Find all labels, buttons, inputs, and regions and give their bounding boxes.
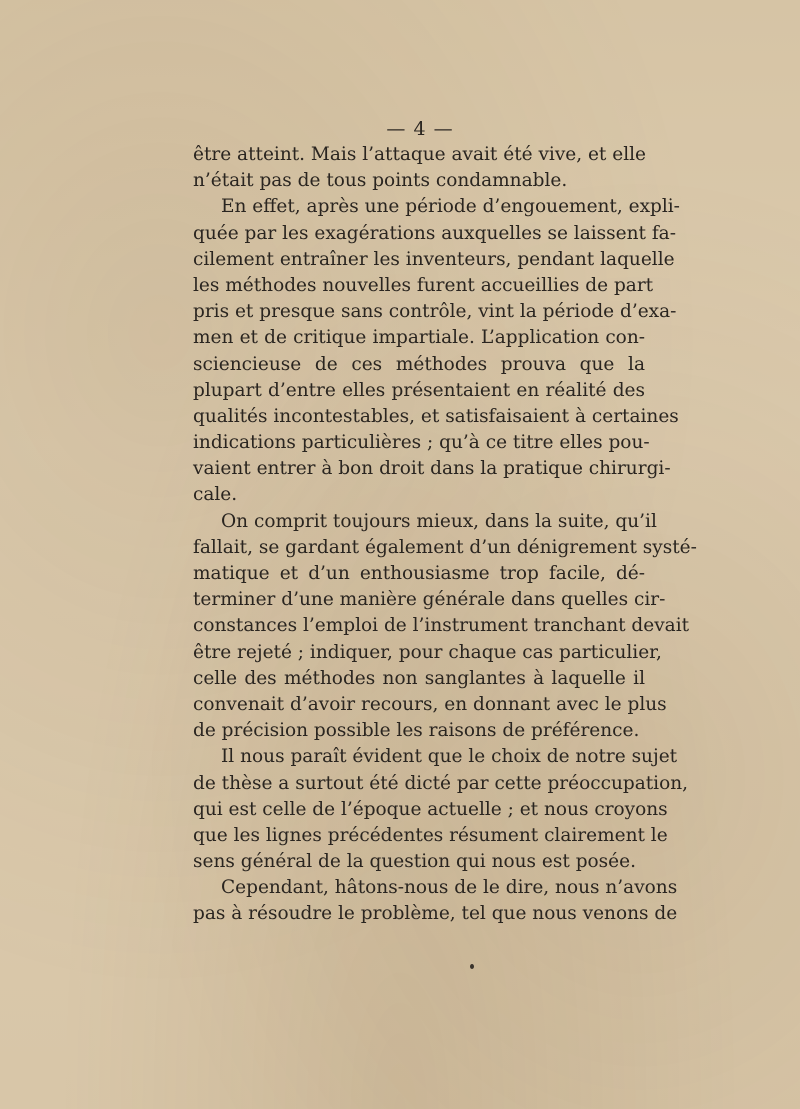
text-line: convenait d’avoir recours, en donnant avec le plus [193,693,667,715]
text-line: cale. [193,484,238,506]
text-line: men et de critique impartiale. L’application con- [193,327,645,349]
text-line: les méthodes nouvelles furent accueillies de part [193,274,654,296]
ink-speck [470,964,474,969]
text-line: matique et d’un enthousiasme trop facile, dé- [193,563,645,584]
text-line: cilement entraîner les inventeurs, pendant laquelle [193,248,675,270]
text-line: indications particulières ; qu’à ce titre elles pou- [193,432,650,454]
text-line: être rejeté ; indiquer, pour chaque cas particulier, [193,641,662,663]
page-number: — 4 — [386,118,454,140]
text-line: quée par les exagérations auxquelles se laissent fa- [193,222,676,244]
text-line: sciencieuse de ces méthodes prouva que la [193,353,645,375]
text-line: être atteint. Mais l’attaque avait été vive, et elle [193,144,646,165]
text-line: qualités incontestables, et satisfaisaient à certaines [193,405,679,427]
text-line: qui est celle de l’époque actuelle ; et nous croyons [193,798,668,820]
body-text [193,142,697,928]
text-line: celle des méthodes non sanglantes à laquelle il [193,667,645,689]
text-line: constances l’emploi de l’instrument tranchant devait [193,615,690,637]
text-line: plupart d’entre elles présentaient en réalité des [193,379,645,401]
text-line: de précision possible les raisons de préférence. [193,720,640,742]
text-line: fallait, se gardant également d’un dénigrement systé- [193,536,697,558]
text-line: pris et presque sans contrôle, vint la période d’exa- [193,301,677,323]
text-line: Cependant, hâtons-nous de le dire, nous n’avons [221,877,678,899]
text-line: En effet, après une période d’engouement, expli- [221,196,680,218]
text-line: de thèse a surtout été dicté par cette préoccupation, [193,772,689,794]
text-line: n’était pas de tous points condamnable. [193,170,568,192]
text-line: terminer d’une manière générale dans quelles cir- [193,589,666,611]
text-line: que les lignes précédentes résument clairement le [193,824,668,846]
text-line: sens général de la question qui nous est posée. [193,851,636,873]
text-line: pas à résoudre le problème, tel que nous venons de [193,903,678,925]
text-line: Il nous paraît évident que le choix de notre sujet [221,746,678,768]
text-line: On comprit toujours mieux, dans la suite, qu’il [221,510,657,532]
text-line: vaient entrer à bon droit dans la pratique chirurgi- [193,458,671,480]
